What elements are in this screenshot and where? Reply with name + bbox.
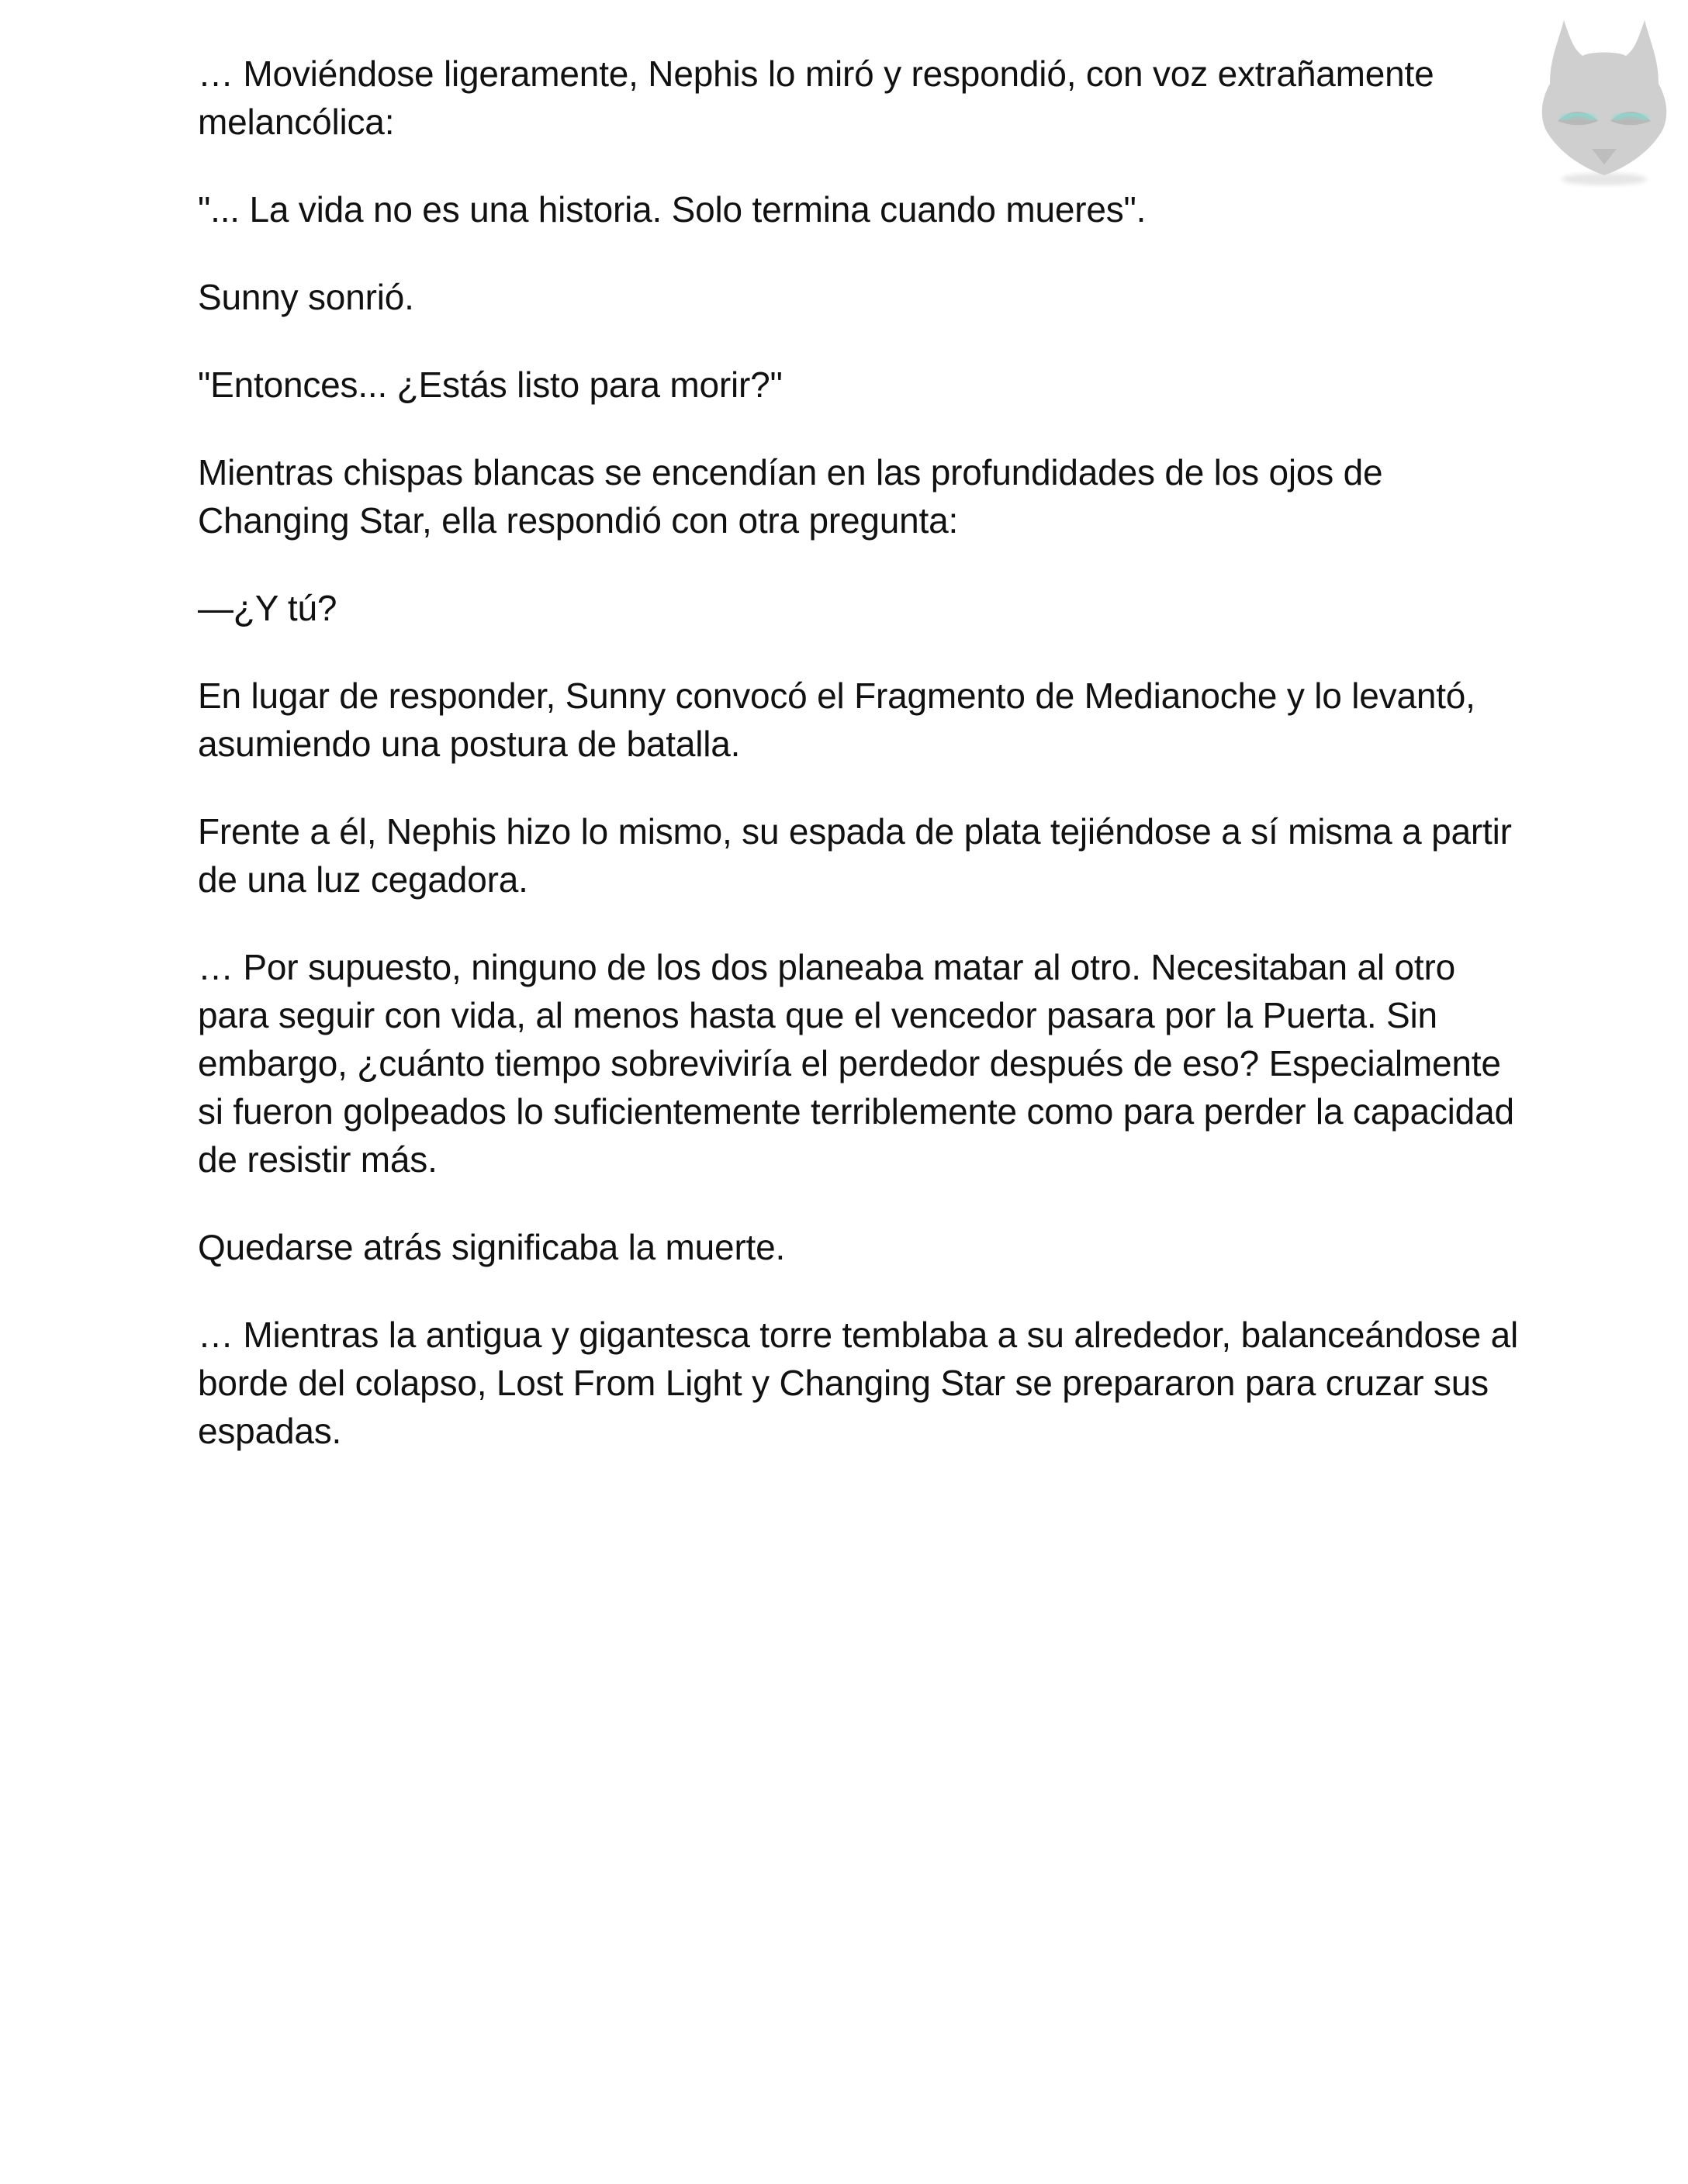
paragraph-4: "Entonces... ¿Estás listo para morir?": [198, 365, 783, 405]
document-page: [198, 50, 1532, 1495]
demon-mask-watermark-icon: [1527, 12, 1682, 191]
paragraph-6: —¿Y tú?: [198, 588, 337, 628]
paragraph-2: "... La vida no es una historia. Solo termina cuando mueres".: [198, 189, 1147, 230]
paragraph-5: Mientras chispas blancas se encendían en las profundidades de los ojos de Changing Star, ella respondió con otra pregunta:: [198, 452, 1383, 541]
paragraph-9: … Por supuesto, ninguno de los dos planeaba matar al otro. Necesitaban al otro para seguir con vida, al menos hasta que el vencedor pasara por la Puerta. Sin embargo, ¿cuánto tiempo sobreviviría el perdedor después de eso? Especialmente si fueron golpeados lo suficientemente terriblemente como para perder la capacidad de resistir más.: [198, 947, 1514, 1180]
paragraph-1: … Moviéndose ligeramente, Nephis lo miró y respondió, con voz extrañamente melancólica:: [198, 54, 1434, 142]
paragraph-11: … Mientras la antigua y gigantesca torre temblaba a su alrededor, balanceándose al borde del colapso, Lost From Light y Changing Star se prepararon para cruzar sus espadas.: [198, 1315, 1518, 1451]
paragraph-3: Sunny sonrió.: [198, 277, 414, 317]
paragraph-10: Quedarse atrás significaba la muerte.: [198, 1227, 786, 1267]
paragraph-7: En lugar de responder, Sunny convocó el Fragmento de Medianoche y lo levantó, asumiendo una postura de batalla.: [198, 676, 1475, 764]
paragraph-8: Frente a él, Nephis hizo lo mismo, su espada de plata tejiéndose a sí misma a partir de una luz cegadora.: [198, 811, 1512, 900]
